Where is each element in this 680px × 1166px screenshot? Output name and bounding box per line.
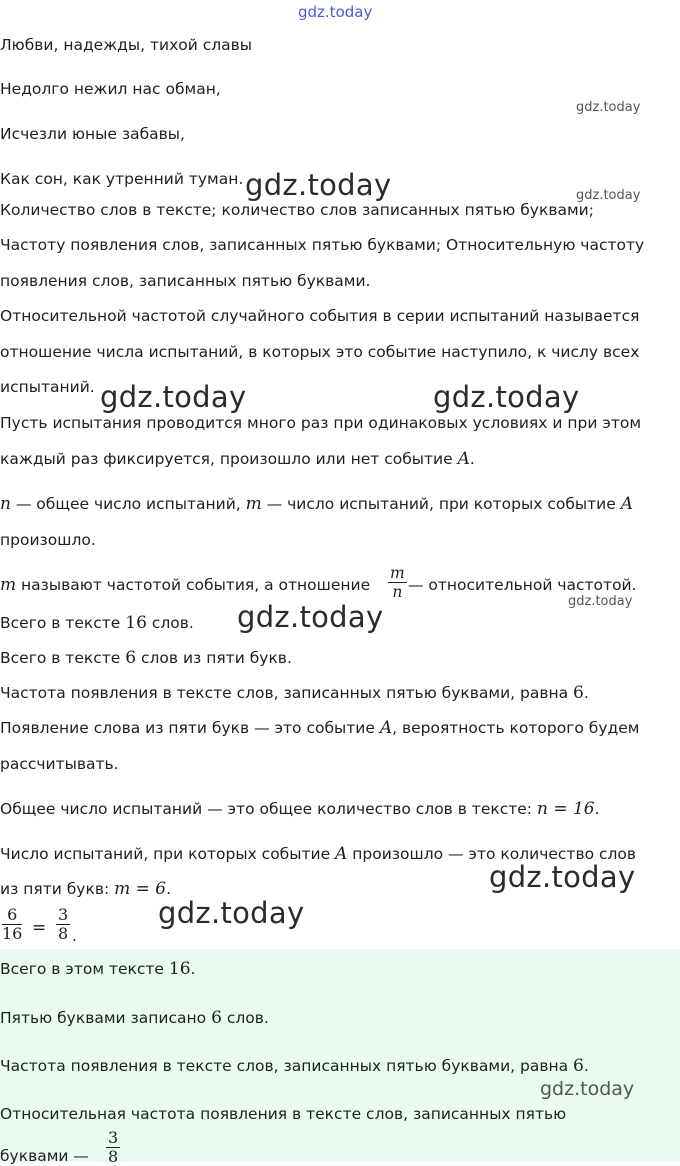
number: 6 — [211, 1008, 222, 1028]
explain-text: — число испытаний, при которых событие — [261, 495, 621, 513]
equation: m = 6 — [114, 879, 167, 899]
answer-text: Всего в этом тексте — [0, 960, 169, 978]
fraction-m-over-n — [388, 564, 407, 601]
poem-line-3: Исчезли юные забавы, — [0, 125, 185, 143]
explain-line-4: произошло. — [0, 531, 96, 549]
poem-line-4: Как сон, как утренний туман. — [0, 170, 244, 188]
solution-text: Всего в тексте — [0, 614, 126, 632]
solution-line-8 — [0, 879, 171, 899]
solution-text: , вероятность которого будем — [392, 719, 640, 737]
watermark-top: gdz.today — [298, 3, 373, 21]
watermark: gdz.today — [100, 380, 247, 414]
solution-line-6 — [0, 799, 600, 819]
equation: n = 16 — [536, 799, 595, 819]
period: . — [469, 450, 475, 468]
watermark: gdz.today — [576, 100, 641, 115]
answer-block — [0, 949, 680, 1166]
explain-text: каждый раз фиксируется, произошло или нет событие — [0, 450, 458, 468]
solution-line-1 — [0, 613, 194, 633]
answer-text: . — [583, 1057, 589, 1075]
answer-text: Пятью буквами записано — [0, 1009, 212, 1027]
fraction-3-8 — [56, 906, 70, 943]
solution-text: произошло — это количество слов — [347, 845, 637, 863]
answer-line-5: буквами — — [0, 1147, 89, 1165]
solution-text: из пяти букв: — [0, 880, 115, 898]
solution-text: слов. — [146, 614, 194, 632]
watermark: gdz.today — [540, 1078, 635, 1100]
solution-text: . — [166, 880, 172, 898]
answer-line-3 — [0, 1056, 589, 1076]
fraction-denominator: 8 — [108, 1147, 119, 1166]
answer-text: Частота появления в тексте слов, записанных пятью буквами, равна — [0, 1057, 574, 1075]
definition-line-1: Относительной частотой случайного события в серии испытаний называется — [0, 307, 640, 325]
definition-line-2: отношение числа испытаний, в которых это событие наступило, к числу всех — [0, 343, 640, 361]
solution-text: . — [594, 800, 600, 818]
fraction-denominator: 16 — [2, 924, 23, 943]
explain-line-2 — [0, 449, 475, 469]
event-symbol: A — [379, 718, 393, 738]
event-symbol: A — [620, 494, 633, 514]
fraction-denominator: n — [392, 583, 403, 601]
number: 6 — [573, 1056, 584, 1076]
explain-text: — относительной частотой. — [403, 576, 637, 594]
fraction-denominator: 8 — [58, 924, 69, 943]
solution-text: Появление слова из пяти букв — это событие — [0, 719, 380, 737]
number: 6 — [125, 648, 137, 668]
equals-sign: = — [32, 918, 47, 938]
number: 6 — [573, 683, 584, 703]
task-line-1: Количество слов в тексте; количество слов записанных пятью буквами; — [0, 201, 594, 219]
solution-line-2 — [0, 648, 292, 668]
watermark: gdz.today — [158, 896, 305, 930]
explain-text: называют частотой события, а отношение — [16, 576, 376, 594]
event-symbol: A — [335, 844, 348, 864]
solution-text: . — [583, 684, 589, 702]
task-line-2: Частоту появления слов, записанных пятью буквами; Относительную частоту — [0, 236, 645, 254]
watermark: gdz.today — [576, 188, 641, 203]
solution-line-5: рассчитывать. — [0, 755, 119, 773]
fraction-numerator: 3 — [108, 1128, 119, 1147]
number: 16 — [125, 613, 147, 633]
explain-line-1: Пусть испытания проводится много раз при одинаковых условиях и при этом — [0, 414, 642, 432]
solution-text: Частота появления в тексте слов, записанных пятью буквами, равна — [0, 684, 574, 702]
watermark: gdz.today — [237, 600, 384, 634]
symbol-n: n — [0, 494, 11, 514]
answer-text: слов. — [221, 1009, 269, 1027]
period: . — [72, 927, 77, 945]
number: 16 — [168, 959, 191, 979]
poem-line-1: Любви, надежды, тихой славы — [0, 36, 253, 54]
answer-line-2 — [0, 1008, 269, 1028]
solution-text: Число испытаний, при которых событие — [0, 845, 336, 863]
explain-line-5 — [0, 575, 637, 595]
solution-text: слов из пяти букв. — [136, 649, 292, 667]
symbol-m: m — [245, 494, 262, 514]
task-line-3: появления слов, записанных пятью буквами. — [0, 272, 371, 290]
event-symbol: A — [457, 449, 470, 469]
fraction-numerator: 3 — [58, 905, 69, 924]
watermark: gdz.today — [568, 594, 633, 609]
solution-text: Всего в тексте — [0, 649, 126, 667]
poem-line-2: Недолго нежил нас обман, — [0, 80, 221, 98]
answer-line-4: Относительная частота появления в тексте слов, записанных пятью — [0, 1105, 567, 1123]
solution-line-3 — [0, 683, 589, 703]
answer-line-1 — [0, 959, 195, 979]
solution-text: Общее число испытаний — это общее количество слов в тексте: — [0, 800, 537, 818]
fraction-numerator: 6 — [2, 906, 22, 925]
solution-line-4 — [0, 718, 639, 738]
explain-line-3 — [0, 494, 633, 514]
explain-text: — общее число испытаний, — [10, 495, 246, 513]
answer-text: . — [190, 960, 196, 978]
watermark: gdz.today — [245, 168, 392, 202]
watermark: gdz.today — [489, 860, 636, 894]
symbol-m: m — [0, 575, 17, 595]
fraction-6-16 — [2, 906, 22, 943]
definition-line-3: испытаний. — [0, 378, 95, 396]
fraction-numerator: m — [390, 564, 405, 582]
answer-fraction — [106, 1129, 120, 1166]
watermark: gdz.today — [433, 380, 580, 414]
